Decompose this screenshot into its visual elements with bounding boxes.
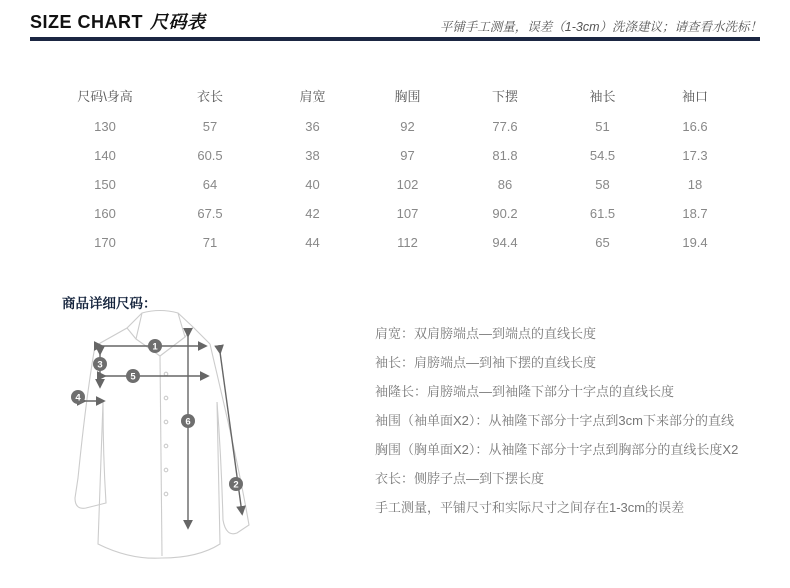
- page-title: [30, 8, 206, 34]
- table-cell: 51: [595, 119, 610, 134]
- size-table-header-row: [55, 78, 740, 112]
- table-cell: 64: [202, 177, 218, 192]
- table-cell: 61.5: [589, 206, 616, 221]
- marker-4: 4: [75, 392, 81, 404]
- shirt-outline: [75, 311, 249, 559]
- table-cell: 94.4: [492, 235, 518, 250]
- table-cell: 90.2: [492, 206, 518, 221]
- table-cell: 42: [305, 206, 320, 221]
- table-cell: 71: [202, 235, 218, 250]
- table-cell: 77.6: [492, 119, 518, 134]
- marker-5: 5: [130, 371, 136, 383]
- column-header: 袖长: [589, 88, 616, 104]
- table-cell: 92: [400, 119, 415, 134]
- size-row-160: [55, 199, 740, 228]
- header-divider: [30, 37, 760, 41]
- note-chest-circumference: 胸围（胸单面X2）：从袖隆下部分十字点到胸部分的直线长度X2: [375, 442, 739, 457]
- size-row-140: [55, 141, 740, 170]
- table-cell: 170: [94, 235, 116, 250]
- table-cell: 67.5: [197, 206, 223, 221]
- note-armhole-length: 袖隆长：肩膀端点—到袖隆下部分十字点的直线长度: [375, 384, 675, 399]
- table-cell: 130: [94, 119, 116, 134]
- table-cell: 81.8: [492, 148, 518, 163]
- column-header: 下摆: [491, 88, 518, 104]
- column-header: 袖口: [681, 88, 708, 104]
- size-row-130: [55, 112, 740, 141]
- size-row-150: [55, 170, 740, 199]
- table-cell: 36: [305, 119, 320, 134]
- table-cell: 140: [94, 148, 116, 163]
- marker-3: 3: [97, 359, 103, 371]
- table-cell: 60.5: [197, 148, 223, 163]
- table-cell: 40: [305, 177, 320, 192]
- size-table: [55, 78, 740, 257]
- table-cell: 17.3: [682, 148, 708, 163]
- note-shoulder-width: 肩宽：双肩膀端点—到端点的直线长度: [375, 326, 597, 341]
- marker-1: 1: [152, 341, 158, 353]
- note-sleeve-circumference: 袖围（袖单面X2）：从袖隆下部分十字点到3cm下来部分的直线: [375, 413, 734, 428]
- table-cell: 112: [397, 235, 418, 250]
- shirt-diagram-svg: [70, 306, 265, 576]
- table-cell: 16.6: [682, 119, 708, 134]
- table-cell: 102: [396, 177, 419, 192]
- note-manual-measurement: 手工测量，平铺尺寸和实际尺寸之间存在1-3cm的误差: [375, 500, 685, 515]
- measurement-disclaimer: 平铺手工测量，误差（1-3cm）洗涤建议；请查看水洗标！: [439, 20, 762, 34]
- table-cell: 38: [305, 148, 320, 163]
- note-garment-length: 衣长：侧脖子点—到下摆长度: [375, 471, 545, 486]
- size-row-170: [55, 228, 740, 257]
- table-cell: 65: [595, 235, 610, 250]
- detail-section-heading: 商品详细尺码：: [62, 296, 157, 311]
- marker-6: 6: [185, 416, 191, 428]
- note-sleeve-length: 袖长：肩膀端点—到袖下摆的直线长度: [375, 355, 597, 370]
- table-cell: 44: [305, 235, 320, 250]
- table-cell: 97: [400, 148, 415, 163]
- measurement-arrows: [84, 335, 242, 527]
- table-cell: 86: [497, 177, 513, 192]
- table-cell: 58: [595, 177, 610, 192]
- measurement-notes: [375, 326, 738, 529]
- table-cell: 54.5: [589, 148, 616, 163]
- table-cell: 18.7: [682, 206, 708, 221]
- shirt-measurement-diagram: [70, 306, 265, 576]
- column-header: 衣长: [196, 88, 223, 104]
- table-cell: 150: [94, 177, 116, 192]
- page-title-en: SIZE CHART: [30, 12, 143, 32]
- column-header: 肩宽: [299, 88, 326, 104]
- table-cell: 160: [94, 206, 116, 221]
- table-cell: 19.4: [682, 235, 708, 250]
- table-cell: 107: [396, 206, 419, 221]
- table-cell: 57: [202, 119, 218, 134]
- table-cell: 18: [687, 177, 703, 192]
- page-title-zh: 尺码表: [150, 12, 206, 32]
- marker-2: 2: [233, 479, 239, 491]
- column-header: 尺码\身高: [77, 88, 133, 104]
- column-header: 胸围: [394, 88, 421, 104]
